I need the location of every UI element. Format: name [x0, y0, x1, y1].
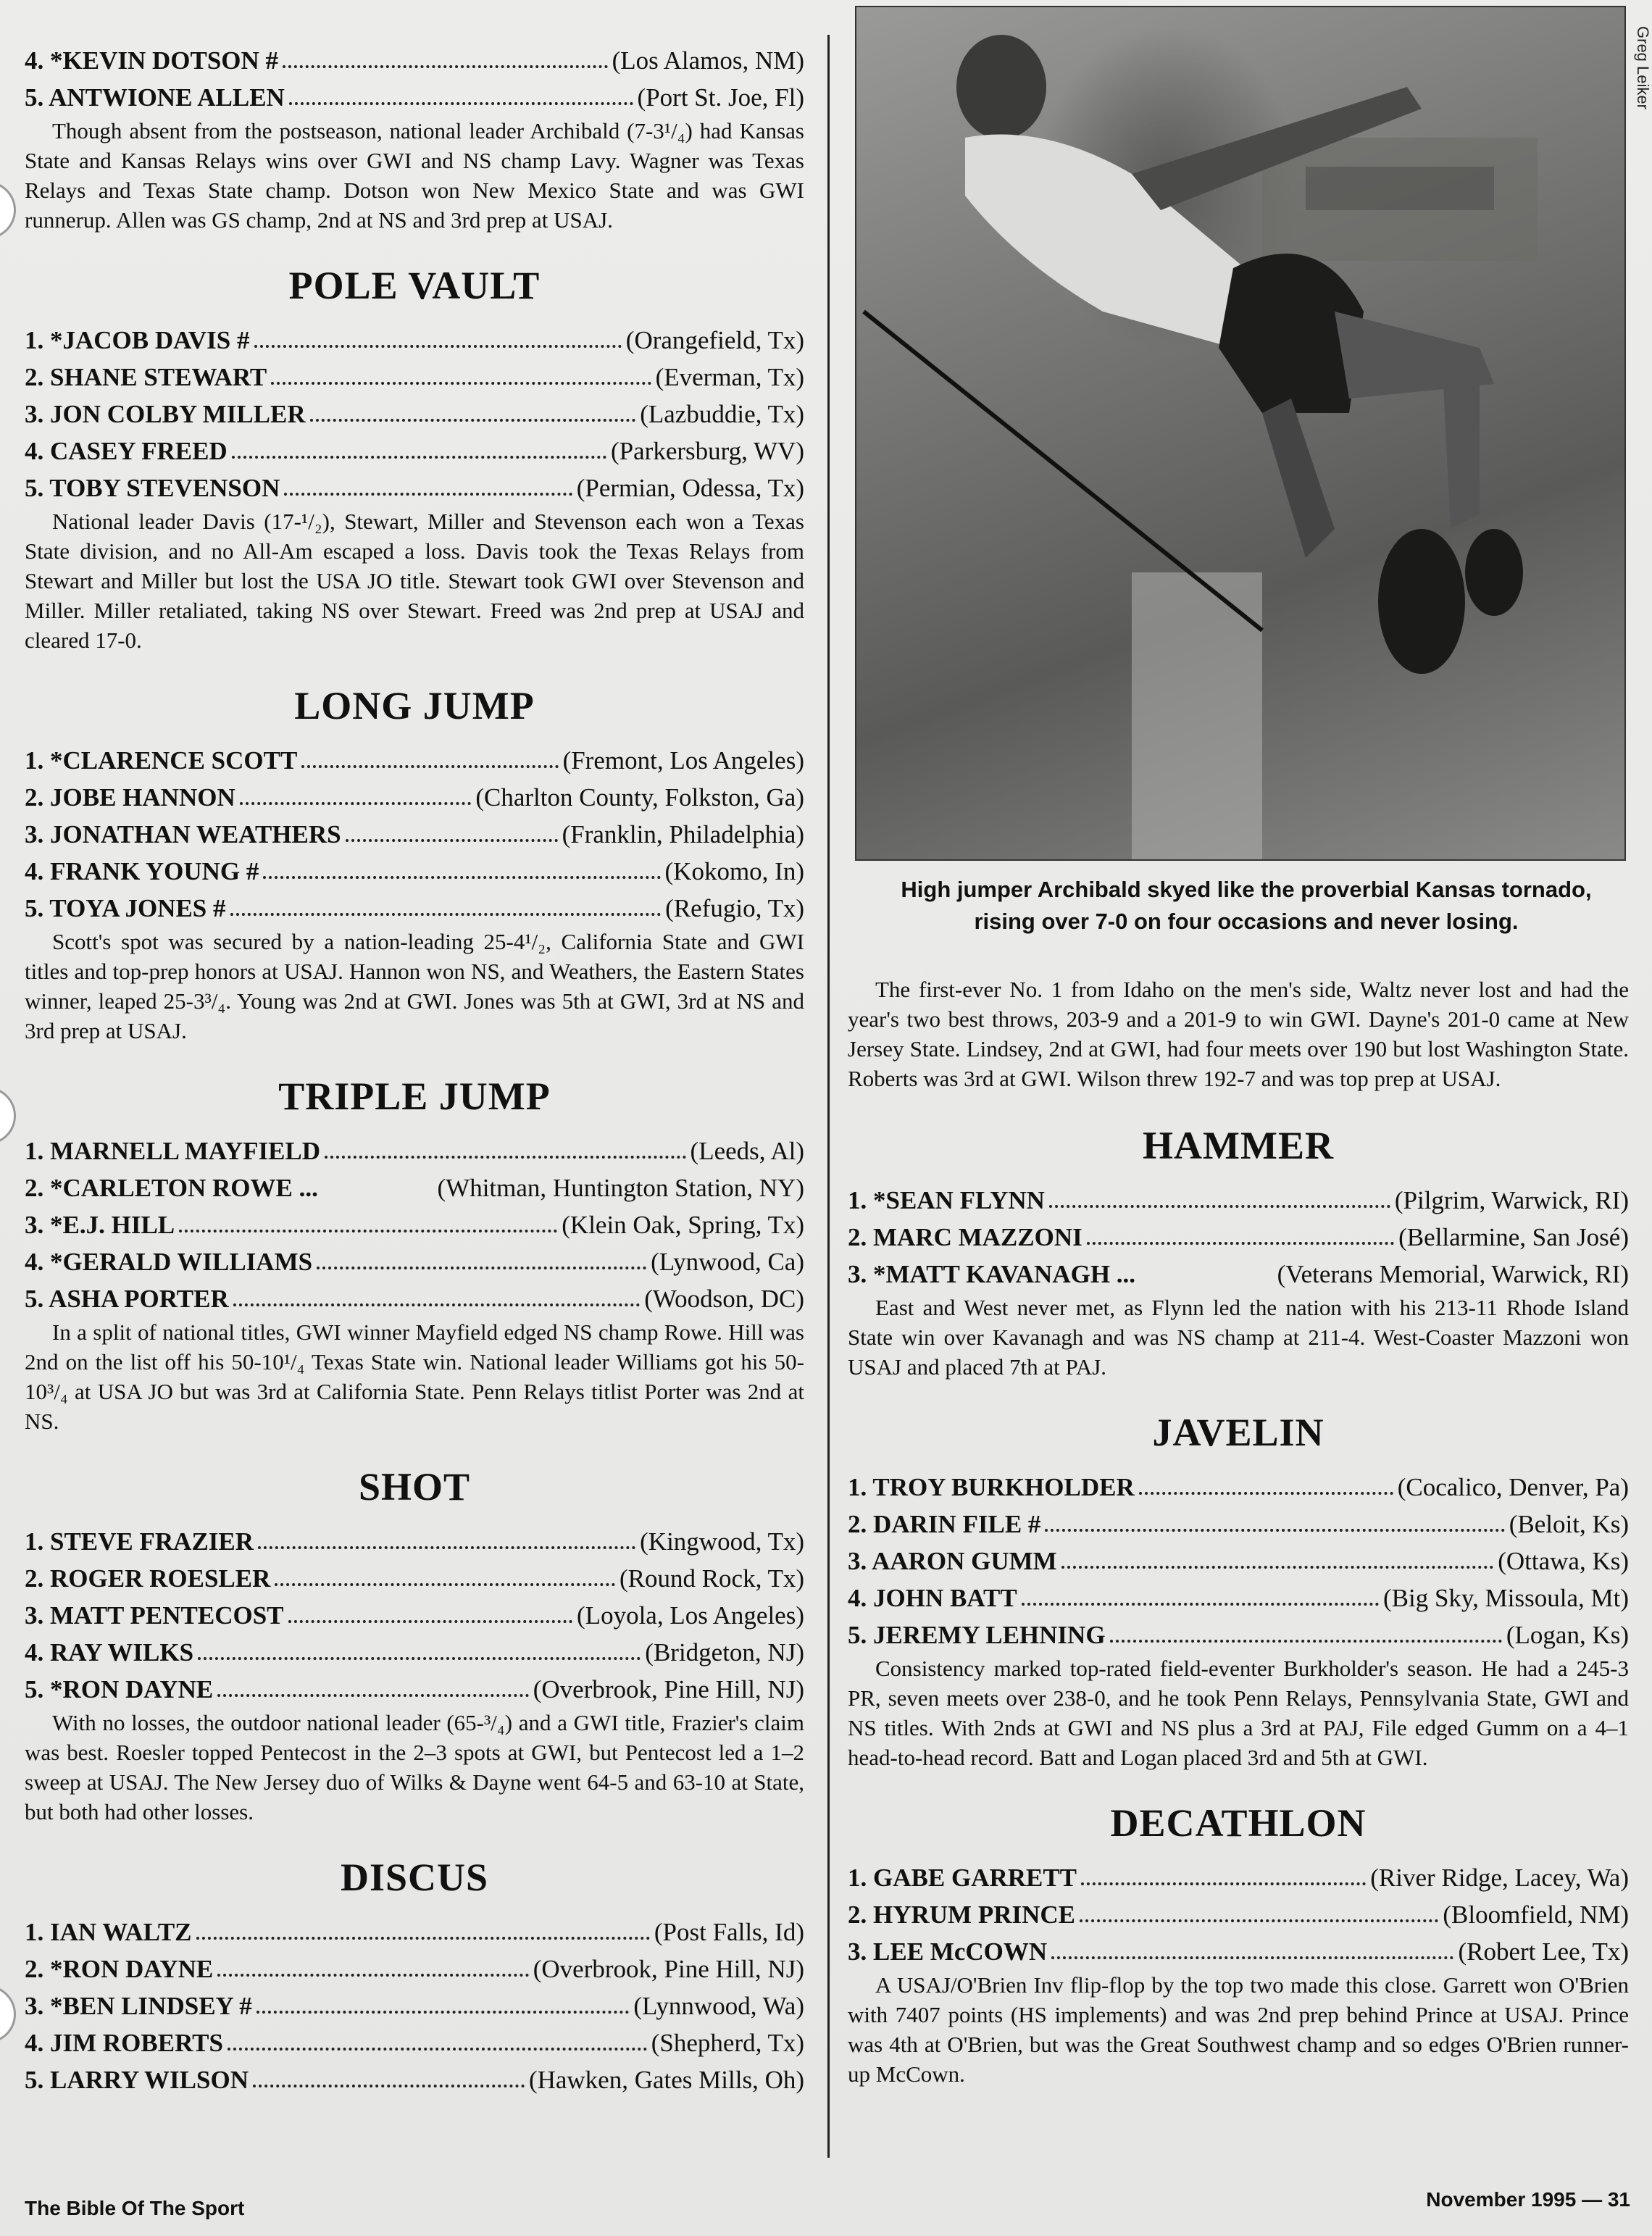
- event-summary: Consistency marked top-rated field-eventer Burkholder's season. He had a 245-3 PR, seven meets over 238-0, and he took Penn Relays, Pennsylvania State, GWI and NS titles. With 2nds at GWI and NS plus a 3rd at PAJ, File edged Gumm on a 4–1 head-to-head record. Batt and Logan placed 3rd and 5th at GWI.: [848, 1656, 1629, 1770]
- athlete-school: (Franklin, Philadelphia): [562, 820, 804, 848]
- leader-dots: [196, 1919, 650, 1940]
- athlete-school: (Pilgrim, Warwick, RI): [1394, 1186, 1629, 1214]
- binder-hole: [0, 181, 16, 239]
- section-heading: SHOT: [358, 1465, 471, 1509]
- leader-dots: [1081, 1865, 1366, 1885]
- athlete-school: (Ottawa, Ks): [1498, 1547, 1629, 1575]
- athlete-name: 2. MARC MAZZONI: [848, 1223, 1082, 1251]
- athlete-school: (Lazbuddie, Tx): [640, 400, 804, 428]
- leader-dots: [230, 896, 662, 916]
- athlete-school: (Loyola, Los Angeles): [577, 1601, 804, 1630]
- athlete-name: 1. MARNELL MAYFIELD: [25, 1137, 321, 1165]
- leader-dots: [217, 1956, 528, 1977]
- athlete-name: 2. HYRUM PRINCE: [848, 1901, 1076, 1929]
- list-item: [25, 322, 804, 359]
- section-heading: LONG JUMP: [294, 684, 535, 727]
- leader-dots: [1022, 1585, 1379, 1606]
- athlete-school: (Round Rock, Tx): [619, 1564, 804, 1593]
- hammer-section: [848, 1119, 1629, 1382]
- binder-hole: [0, 1985, 16, 2043]
- athlete-school: (Beloit, Ks): [1509, 1510, 1629, 1538]
- list-item: [25, 1243, 804, 1280]
- photo-credit: Greg Leiker: [1634, 26, 1652, 109]
- list-item: [25, 470, 804, 506]
- discus-section: [25, 1851, 804, 2098]
- athlete-school: (Logan, Ks): [1506, 1621, 1629, 1649]
- list-item: [25, 1914, 804, 1951]
- leader-dots: [179, 1212, 557, 1232]
- list-item: [848, 1543, 1629, 1580]
- leader-dots: [301, 748, 558, 768]
- list-item: [25, 1206, 804, 1243]
- athlete-name: 4. CASEY FREED: [25, 437, 228, 465]
- athlete-name: 3. *MATT KAVANAGH ...: [848, 1260, 1136, 1288]
- leader-dots: [318, 1175, 435, 1196]
- athlete-school: (Big Sky, Missoula, Mt): [1382, 1584, 1629, 1612]
- athlete-school: (Charlton County, Folkston, Ga): [475, 783, 804, 812]
- decathlon-section: [848, 1797, 1629, 2089]
- list-item: [25, 742, 804, 779]
- binder-hole: [0, 1087, 16, 1145]
- list-item: 4. *KEVIN DOTSON # (Los Alamos, NM): [25, 46, 804, 75]
- list-item: [25, 433, 804, 470]
- athlete-school: (Kingwood, Tx): [640, 1527, 804, 1556]
- list-item: [848, 1616, 1629, 1653]
- athlete-school: (Fremont, Los Angeles): [562, 746, 804, 775]
- athlete-name: 4. JOHN BATT: [848, 1584, 1017, 1612]
- athlete-name: 5. TOBY STEVENSON: [25, 474, 280, 502]
- leader-dots: [289, 85, 633, 105]
- athlete-name: 5. TOYA JONES #: [25, 894, 226, 922]
- athlete-name: 4. FRANK YOUNG #: [25, 857, 259, 885]
- leader-dots: [288, 1603, 573, 1623]
- leader-dots: [254, 328, 622, 348]
- athlete-school: (Robert Lee, Tx): [1458, 1937, 1629, 1966]
- athlete-name: 3. AARON GUMM: [848, 1547, 1057, 1575]
- athlete-school: (River Ridge, Lacey, Wa): [1370, 1864, 1629, 1892]
- event-summary: National leader Davis (17-¹/₂), Stewart, Miller and Stevenson each won a Texas State division, and no All-Am escaped a loss. Davis took the Texas Relays from Stewart and Miller but lost the USA JO title. Stewart took GWI over Stevenson and Miller. Miller retaliated, taking NS over Stewart. Freed was 2nd prep at USAJ and cleared 17-0.: [25, 509, 804, 653]
- section-heading: JAVELIN: [1152, 1411, 1324, 1454]
- athlete-school: (Bloomfield, NM): [1443, 1901, 1629, 1929]
- leader-dots: [325, 1138, 685, 1159]
- athlete-school: (Cocalico, Denver, Pa): [1397, 1473, 1629, 1501]
- list-item: [25, 1671, 804, 1708]
- leader-dots: [1139, 1474, 1393, 1495]
- athlete-name: 2. *RON DAYNE: [25, 1955, 214, 1983]
- leader-dots: [1045, 1511, 1504, 1532]
- athlete-name: 3. *E.J. HILL: [25, 1211, 175, 1239]
- athlete-name: 5. ASHA PORTER: [25, 1285, 229, 1313]
- list-item: [848, 1896, 1629, 1933]
- long-jump-section: [25, 680, 804, 1046]
- athlete-school: (Bridgeton, NJ): [645, 1638, 804, 1666]
- leader-dots: [1087, 1225, 1394, 1245]
- athlete-school: (Lynwood, Ca): [651, 1248, 804, 1276]
- athlete-school: (Lynnwood, Wa): [633, 1992, 804, 2020]
- athlete-school: (Shepherd, Tx): [651, 2029, 804, 2057]
- leader-dots: [228, 2030, 647, 2051]
- leader-dots: [1110, 1622, 1502, 1643]
- leader-dots: [1051, 1939, 1453, 1959]
- athlete-school: (Whitman, Huntington Station, NY): [437, 1174, 804, 1202]
- leader-dots: [1061, 1548, 1494, 1569]
- list-item: [848, 1182, 1629, 1219]
- athlete-school: (Refugio, Tx): [665, 894, 804, 922]
- athlete-school: (Klein Oak, Spring, Tx): [562, 1211, 804, 1239]
- list-item: [25, 1523, 804, 1560]
- list-item: [25, 2061, 804, 2098]
- athlete-name: 4. *GERALD WILLIAMS: [25, 1248, 313, 1276]
- list-item: [848, 1933, 1629, 1970]
- athlete-name: 5. *RON DAYNE: [25, 1675, 214, 1703]
- athlete-name: 3. JON COLBY MILLER: [25, 400, 306, 428]
- right-column: [848, 975, 1629, 2093]
- high-jump-continued: [25, 42, 804, 235]
- list-item: [25, 779, 804, 816]
- athlete-school: (Overbrook, Pine Hill, NJ): [533, 1675, 804, 1703]
- leader-dots: [258, 1529, 635, 1549]
- leader-dots: [310, 401, 636, 422]
- athlete-school: (Kokomo, In): [664, 857, 804, 885]
- athlete-name: 1. *SEAN FLYNN: [848, 1186, 1045, 1214]
- triple-jump-section: [25, 1070, 804, 1436]
- list-item: [25, 1132, 804, 1169]
- list-item: [25, 890, 804, 927]
- list-item: [25, 2024, 804, 2061]
- athlete-school: (Bellarmine, San José): [1398, 1223, 1629, 1251]
- list-item: [848, 1256, 1629, 1293]
- section-heading: TRIPLE JUMP: [278, 1075, 551, 1118]
- athlete-name: 1. GABE GARRETT: [848, 1864, 1077, 1892]
- leader-dots: [232, 438, 606, 459]
- athlete-name: 2. SHANE STEWART: [25, 363, 267, 391]
- athlete-school: (Veterans Memorial, Warwick, RI): [1277, 1260, 1629, 1288]
- athlete-name: 1. *JACOB DAVIS #: [25, 326, 250, 354]
- event-summary: With no losses, the outdoor national leader (65-³/₄) and a GWI title, Frazier's claim was best. Roesler topped Pentecost in the 2–3 spots at GWI, but Pentecost led a 1–2 sweep at USAJ. The New Jersey duo of Wilks & Dayne went 64-5 and 63-10 at State, but both had other losses.: [25, 1710, 804, 1824]
- athlete-name: 4. RAY WILKS: [25, 1638, 194, 1666]
- athlete-name: 1. *CLARENCE SCOTT: [25, 746, 298, 775]
- leader-dots: [275, 1566, 615, 1586]
- athlete-school: (Post Falls, Id): [654, 1918, 804, 1946]
- list-item: [848, 1580, 1629, 1616]
- athlete-name: 1. TROY BURKHOLDER: [848, 1473, 1135, 1501]
- athlete-name: 3. MATT PENTECOST: [25, 1601, 284, 1630]
- athlete-name: 2. ROGER ROESLER: [25, 1564, 271, 1593]
- list-item: [25, 1280, 804, 1317]
- event-summary: In a split of national titles, GWI winner Mayfield edged NS champ Rowe. Hill was 2nd on the list off his 50-10¹/₄ Texas State win. National leader Williams got his 50-10³/₄ at USA JO but was 3rd at California State. Penn Relays titlist Porter was 2nd at NS.: [25, 1319, 804, 1434]
- athlete-school: (Woodson, DC): [644, 1285, 804, 1313]
- athlete-school: (Parkersburg, WV): [611, 437, 804, 465]
- list-item: 5. ANTWIONE ALLEN (Port St. Joe, Fl): [25, 83, 804, 112]
- event-summary: A USAJ/O'Brien Inv flip-flop by the top two made this close. Garrett won O'Brien with 7407 points (HS implements) and was 2nd prep behind Prince at USAJ. Prince was 4th at O'Brien, but was the Great Southwest champ and so edges O'Brien runner-up McCown.: [848, 1972, 1629, 2087]
- list-item: [25, 853, 804, 890]
- column-divider: [827, 35, 830, 2158]
- list-item: [25, 1597, 804, 1634]
- athlete-school: (Leeds, Al): [690, 1137, 804, 1165]
- leader-dots: [217, 1677, 528, 1697]
- leader-dots: [1135, 1261, 1275, 1282]
- list-item: [848, 1506, 1629, 1543]
- list-item: [25, 1634, 804, 1671]
- athlete-name: 1. STEVE FRAZIER: [25, 1527, 254, 1556]
- leader-dots: [1080, 1902, 1438, 1922]
- shot-section: [25, 1461, 804, 1827]
- left-column: [25, 42, 804, 2098]
- leader-dots: [284, 475, 572, 496]
- list-item: [25, 396, 804, 433]
- athlete-name: 3. LEE McCOWN: [848, 1937, 1048, 1966]
- pole-vault-section: [25, 259, 804, 655]
- athlete-school: (Hawken, Gates Mills, Oh): [528, 2066, 804, 2094]
- leader-dots: [256, 1993, 630, 2014]
- athlete-name: 3. JONATHAN WEATHERS: [25, 820, 341, 848]
- section-heading: POLE VAULT: [288, 264, 541, 307]
- athlete-school: (Everman, Tx): [655, 363, 804, 391]
- event-summary: Though absent from the postseason, national leader Archibald (7-3¹/₄) had Kansas State and Kansas Relays wins over GWI and NS champ Lavy. Wagner was Texas Relays and Texas State champ. Dotson won New Mexico State and was GWI runnerup. Allen was GS champ, 2nd at NS and 3rd prep at USAJ.: [25, 118, 804, 233]
- athlete-name: 4. JIM ROBERTS: [25, 2029, 223, 2057]
- list-item: [25, 1560, 804, 1597]
- athlete-name: 5. LARRY WILSON: [25, 2066, 249, 2094]
- leader-dots: [271, 364, 651, 385]
- leader-dots: [283, 48, 608, 68]
- athlete-name: 2. JOBE HANNON: [25, 783, 235, 812]
- athlete-school: (Permian, Odessa, Tx): [576, 474, 804, 502]
- athlete-name: 2. DARIN FILE #: [848, 1510, 1041, 1538]
- leader-dots: [240, 785, 472, 805]
- photo-caption: High jumper Archibald skyed like the proverbial Kansas tornado, rising over 7-0 on four occasions and never losing.: [901, 877, 1592, 934]
- list-item: [25, 1951, 804, 1987]
- list-item: [848, 1859, 1629, 1896]
- jumper-illustration: [856, 7, 1626, 861]
- leader-dots: [233, 1286, 640, 1306]
- footer-page-number: November 1995 — 31: [1426, 2188, 1630, 2211]
- high-jumper-photo: [855, 6, 1626, 861]
- athlete-school: (Overbrook, Pine Hill, NJ): [533, 1955, 804, 1983]
- leader-dots: [346, 822, 558, 842]
- athlete-name: 5. JEREMY LEHNING: [848, 1621, 1106, 1649]
- list-item: [25, 816, 804, 853]
- athlete-school: (Orangefield, Tx): [625, 326, 804, 354]
- event-summary: East and West never met, as Flynn led the nation with his 213-11 Rhode Island State win over Kavanagh and was NS champ at 211-4. West-Coaster Mazzoni won USAJ and placed 7th at PAJ.: [848, 1295, 1629, 1380]
- leader-dots: [317, 1249, 646, 1269]
- list-item: [25, 1169, 804, 1206]
- athlete-name: 1. IAN WALTZ: [25, 1918, 192, 1946]
- athlete-name: 2. *CARLETON ROWE ...: [25, 1174, 318, 1202]
- section-heading: HAMMER: [1143, 1124, 1334, 1167]
- leader-dots: [198, 1640, 641, 1660]
- leader-dots: [1049, 1188, 1390, 1208]
- list-item: [848, 1469, 1629, 1506]
- section-heading: DISCUS: [340, 1856, 489, 1899]
- event-summary: Scott's spot was secured by a nation-leading 25-4¹/₂, California State and GWI titles and top-prep honors at USAJ. Hannon won NS, and Weathers, the Eastern States winner, leaped 25-3³/₄. Young was 2nd at GWI. Jones was 5th at GWI, 3rd at NS and 3rd prep at USAJ.: [25, 929, 804, 1043]
- athlete-name: 3. *BEN LINDSEY #: [25, 1992, 252, 2020]
- list-item: [25, 1987, 804, 2024]
- section-heading: DECATHLON: [1110, 1801, 1367, 1845]
- list-item: [848, 1219, 1629, 1256]
- leader-dots: [263, 859, 660, 879]
- javelin-section: [848, 1406, 1629, 1772]
- footer-publication: The Bible Of The Sport: [25, 2197, 245, 2219]
- list-item: [25, 359, 804, 396]
- event-summary: The first-ever No. 1 from Idaho on the men's side, Waltz never lost and had the year's two best throws, 203-9 and a 201-9 to win GWI. Dayne's 201-0 came at New Jersey State. Lindsey, 2nd at GWI, had four meets over 190 but lost Washington State. Roberts was 3rd at GWI. Wilson threw 192-7 and was top prep at USAJ.: [848, 977, 1629, 1091]
- leader-dots: [253, 2067, 525, 2087]
